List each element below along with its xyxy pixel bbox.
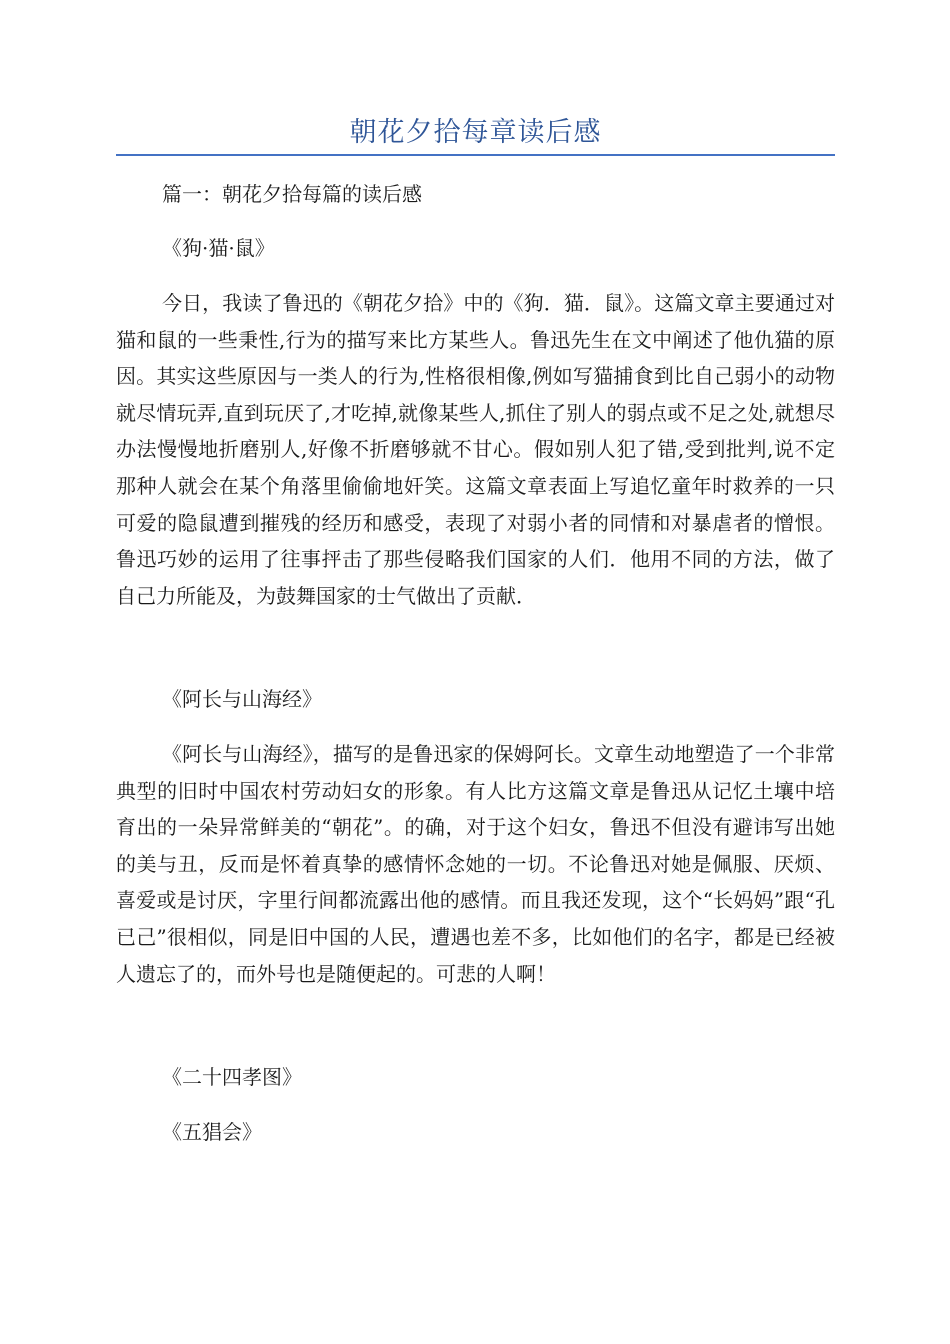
chapter-paragraph-gou-mao-shu: 今日，我读了鲁迅的《朝花夕拾》中的《狗．猫．鼠》。这篇文章主要通过对猫和鼠的一些秉性,行为的描写来比方某些人。鲁迅先生在文中阐述了他仇猫的原因。其实这些原因与一类人的行为,性格很相像,例如写猫捕食到比自己弱小的动物就尽情玩弄,直到玩厌了,才吃掉,就像某些人,抓住了别人的弱点或不足之处,就想尽办法慢慢地折磨别人,好像不折磨够就不甘心。假如别人犯了错,受到批判,说不定那种人就会在某个角落里偷偷地奸笑。这篇文章表面上写追忆童年时救养的一只可爱的隐鼠遭到摧残的经历和感受，表现了对弱小者的同情和对暴虐者的憎恨。鲁迅巧妙的运用了往事抨击了那些侵略我们国家的人们．他用不同的方法，做了自己力所能及，为鼓舞国家的士气做出了贡献． [116,291,835,608]
chapter-heading-gou-mao-shu: 《狗·猫·鼠》 [162,236,275,260]
section-heading: 篇一：朝花夕拾每篇的读后感 [162,182,422,206]
title-underline [116,154,835,156]
chapter-paragraph-a-chang: 《阿长与山海经》，描写的是鲁迅家的保姆阿长。文章生动地塑造了一个非常典型的旧时中国农村劳动妇女的形象。有人比方这篇文章是鲁迅从记忆土壤中培育出的一朵异常鲜美的“朝花”。的确，对于这个妇女，鲁迅不但没有避讳写出她的美与丑，反而是怀着真挚的感情怀念她的一切。不论鲁迅对她是佩服、厌烦、喜爱或是讨厌，字里行间都流露出他的感情。而且我还发现，这个“长妈妈”跟“孔已己”很相似，同是旧中国的人民，遭遇也差不多，比如他们的名字，都是已经被人遗忘了的，而外号也是随便起的。可悲的人啊！ [116,742,835,986]
chapter-heading-ershisi-xiao-tu: 《二十四孝图》 [162,1065,302,1089]
chapter-heading-a-chang: 《阿长与山海经》 [162,687,322,711]
document-title: 朝花夕拾每章读后感 [349,117,602,148]
chapter-heading-wu-chang-hui: 《五猖会》 [162,1120,262,1144]
